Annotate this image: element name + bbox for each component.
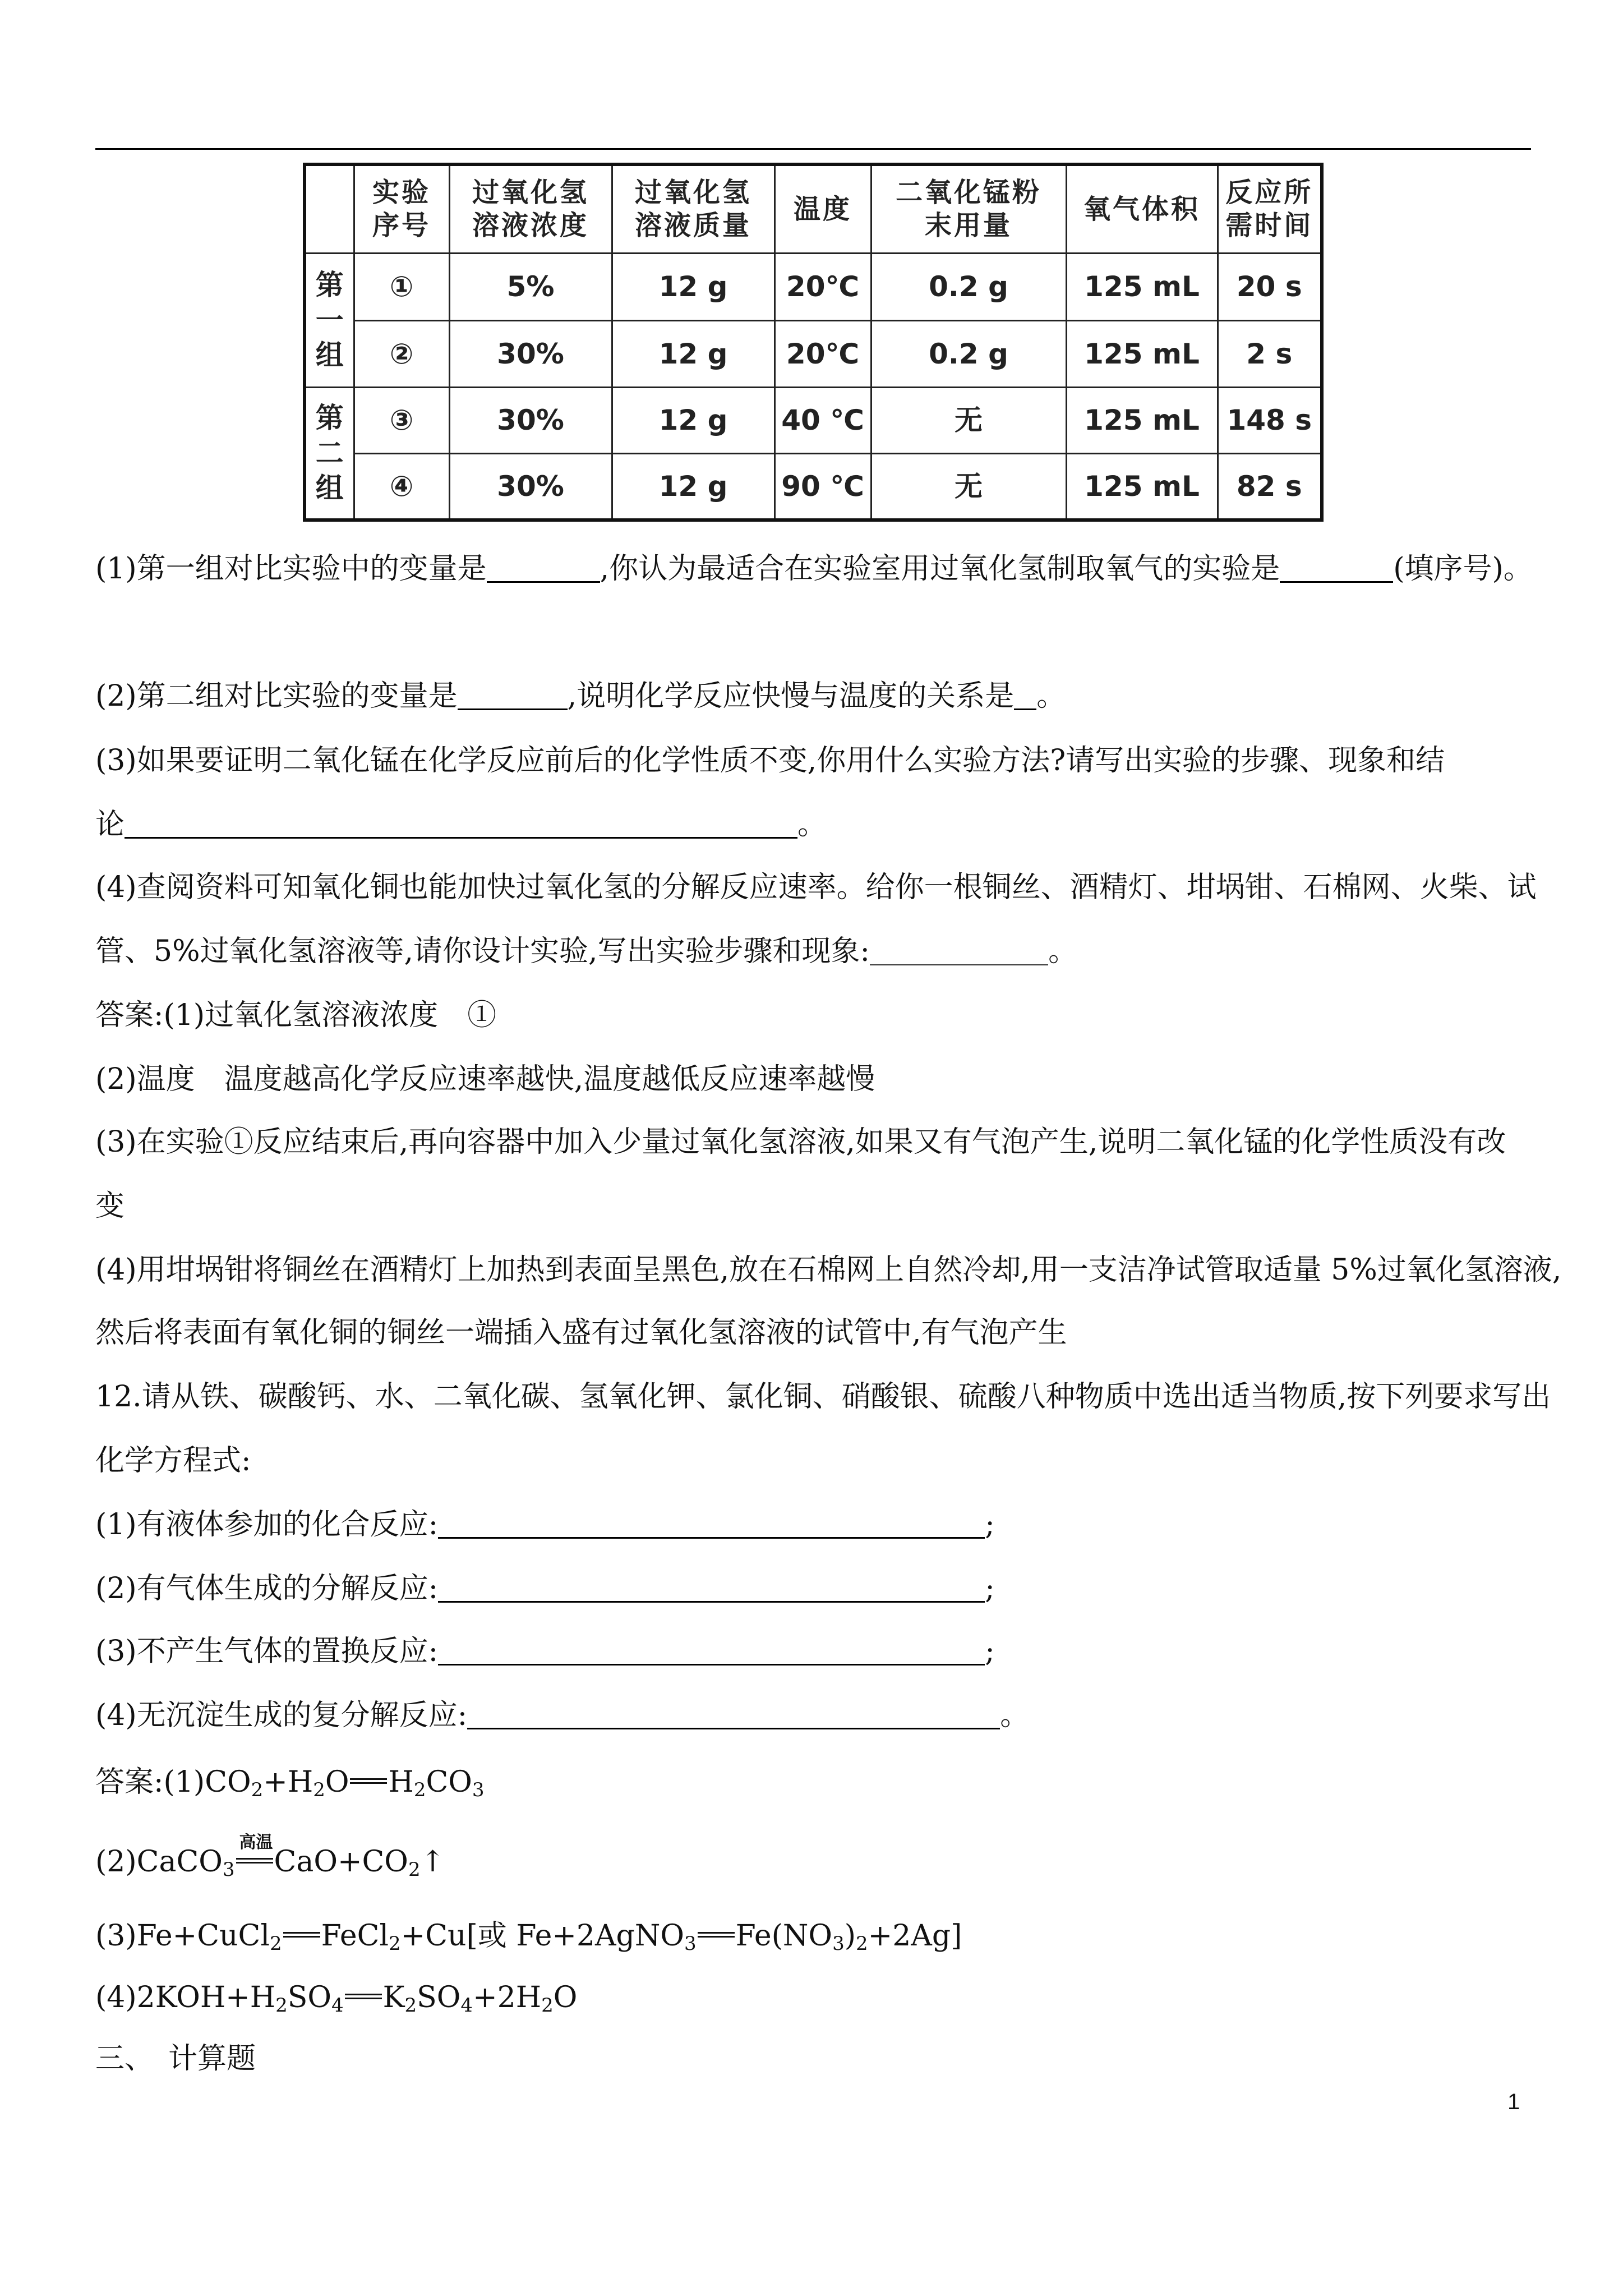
table-cell: 无 [871, 387, 1066, 453]
section-heading: 三、 计算题 [95, 2042, 256, 2076]
table-row [305, 387, 1322, 453]
question-text: 。 [797, 808, 827, 841]
answer-line: (2)温度 温度越高化学反应速率越快,温度越低反应速率越慢 [95, 1062, 875, 1096]
table-cell: 5% [449, 254, 612, 321]
equation-1: 答案$:(1)CO_2+H_2O$ $H_2CO_3$ [95, 1765, 485, 1801]
table-cell: 125 mL [1066, 254, 1218, 321]
reaction-condition: 高温 [239, 1833, 273, 1852]
question-4-line-1: (4)查阅资料可知氧化铜也能加快过氧化氢的分解反应速率。给你一根铜丝、酒精灯、坩埚钳、石棉网、火柴、试 [95, 871, 1537, 904]
table-cell: 125 mL [1066, 454, 1218, 520]
table-cell: 12 g [612, 254, 774, 321]
answer-line: 然后将表面有氧化铜的铜丝一端插入盛有过氧化氢溶液的试管中,有气泡产生 [95, 1316, 1067, 1350]
header-cell: 二氧化锰粉 末用量 [871, 164, 1066, 254]
answer-blank[interactable] [1014, 683, 1036, 710]
header-cell: 过氧化氢 溶液质量 [612, 164, 774, 254]
question-12-part-4 [95, 1701, 1029, 1730]
page-number: 1 [1507, 2090, 1520, 2114]
table-cell: 30% [449, 454, 612, 520]
question-text: (1)有液体参加的化合反应: [95, 1508, 439, 1542]
equals-sign-icon [344, 1980, 383, 2009]
header-cell: 实验 序号 [354, 164, 449, 254]
table-cell: 12 g [612, 321, 774, 387]
answer-blank[interactable] [125, 811, 797, 839]
question-text: (2)有气体生成的分解反应: [95, 1572, 439, 1605]
table-cell: 30% [449, 321, 612, 387]
table-cell: 148 s [1218, 387, 1322, 453]
answer-line: 变 [95, 1189, 125, 1223]
question-text: 。 [1036, 679, 1066, 713]
table-cell: ② [354, 321, 449, 387]
question-12-part-2 [95, 1574, 995, 1603]
answer-blank[interactable] [870, 938, 1048, 965]
experiment-table [303, 163, 1324, 522]
answer-blank[interactable] [467, 1702, 1000, 1729]
table-row [305, 454, 1322, 520]
punct: ; [985, 1572, 995, 1605]
answer-blank[interactable] [458, 683, 568, 710]
header-cell: 反应所 需时间 [1218, 164, 1322, 254]
question-12-stem: 12.请从铁、碳酸钙、水、二氧化碳、氢氧化钾、氯化铜、硝酸银、硫酸八种物质中选出适当物质,按下列要求写出 [95, 1380, 1551, 1414]
answer-blank[interactable] [438, 1638, 985, 1665]
equation-3: (3)Fe+CuCl$_2$ FeCl$_2$+Cu[或 Fe+2AgNO$_3$ $Fe(NO_3)_2+2Ag$] [95, 1919, 962, 1955]
answer-blank[interactable] [438, 1575, 985, 1603]
answer-prefix: 答案: [95, 1765, 164, 1799]
header-cell: 过氧化氢 溶液浓度 [449, 164, 612, 254]
table-cell: 20 s [1218, 254, 1322, 321]
question-text: ,你认为最适合在实验室用过氧化氢制取氧气的实验是 [600, 552, 1280, 586]
table-cell: ④ [354, 454, 449, 520]
equals-sign-icon [349, 1765, 388, 1794]
table-cell: 125 mL [1066, 321, 1218, 387]
gas-arrow-icon: ↑ [420, 1845, 445, 1879]
question-text: (1)第一组对比实验中的变量是 [95, 552, 487, 586]
equals-sign-icon [282, 1918, 321, 1948]
question-3-line-2 [95, 810, 827, 839]
table-cell: 90 ℃ [774, 454, 871, 520]
equals-sign-icon [697, 1918, 736, 1948]
question-text: (填序号)。 [1393, 552, 1533, 586]
answer-line: (3)在实验①反应结束后,再向容器中加入少量过氧化氢溶液,如果又有气泡产生,说明二氧化锰的化学性质没有改 [95, 1125, 1506, 1159]
group-label: 第 一 组 [305, 254, 354, 388]
question-text: 。 [1048, 935, 1078, 968]
condition-equals-icon [235, 1833, 274, 1874]
group-label: 第 二 组 [305, 387, 354, 520]
table-cell: 12 g [612, 454, 774, 520]
question-12-part-1 [95, 1508, 995, 1542]
question-text: (4)无沉淀生成的复分解反应: [95, 1699, 468, 1732]
table-cell: 125 mL [1066, 387, 1218, 453]
question-text: 管、5%过氧化氢溶液等,请你设计实验,写出实验步骤和现象: [95, 935, 870, 968]
question-text: (3)不产生气体的置换反应: [95, 1635, 439, 1668]
table-cell: 20℃ [774, 254, 871, 321]
table-cell: 30% [449, 387, 612, 453]
question-1-line [95, 552, 1533, 586]
question-12-part-3 [95, 1637, 995, 1666]
table-header-row [305, 164, 1322, 254]
punct: ; [985, 1508, 995, 1542]
table-cell: 12 g [612, 387, 774, 453]
question-text: 论 [95, 808, 125, 841]
answer-line: 答案:(1)过氧化氢溶液浓度 ① [95, 999, 497, 1032]
table-cell: 0.2 g [871, 321, 1066, 387]
answer-blank[interactable] [1280, 555, 1393, 583]
header-cell: 温度 [774, 164, 871, 254]
table-row [305, 254, 1322, 321]
table-cell: 20℃ [774, 321, 871, 387]
equation-2: (2)CaCO$_3$ 高温 $CaO+CO_2↑$ [95, 1833, 445, 1881]
question-12-stem: 化学方程式: [95, 1444, 251, 1478]
punct: 。 [1000, 1699, 1030, 1732]
question-4-line-2 [95, 937, 1077, 966]
table-cell: 无 [871, 454, 1066, 520]
question-text: ,说明化学反应快慢与温度的关系是 [567, 679, 1015, 713]
table-cell: 82 s [1218, 454, 1322, 520]
table-cell: ③ [354, 387, 449, 453]
answer-blank[interactable] [438, 1511, 985, 1539]
answer-line: (4)用坩埚钳将铜丝在酒精灯上加热到表面呈黑色,放在石棉网上自然冷却,用一支洁净试管取适量 5%过氧化氢溶液, [95, 1253, 1562, 1287]
equation-4: $(4)2KOH+H_2SO_4$ $K_2SO_4+2H_2O$ [95, 1981, 578, 2017]
corner-cell [305, 164, 354, 254]
question-2-line [95, 679, 1066, 713]
header-cell: 氧气体积 [1066, 164, 1218, 254]
table-row [305, 321, 1322, 387]
table-cell: ① [354, 254, 449, 321]
question-3-line-1: (3)如果要证明二氧化锰在化学反应前后的化学性质不变,你用什么实验方法?请写出实验的步骤、现象和结 [95, 744, 1445, 777]
punct: ; [985, 1635, 995, 1668]
question-text: (2)第二组对比实验的变量是 [95, 679, 458, 713]
table-cell: 40 ℃ [774, 387, 871, 453]
table-cell: 0.2 g [871, 254, 1066, 321]
table-cell: 2 s [1218, 321, 1322, 387]
answer-blank[interactable] [487, 555, 600, 583]
header-rule [95, 148, 1531, 150]
